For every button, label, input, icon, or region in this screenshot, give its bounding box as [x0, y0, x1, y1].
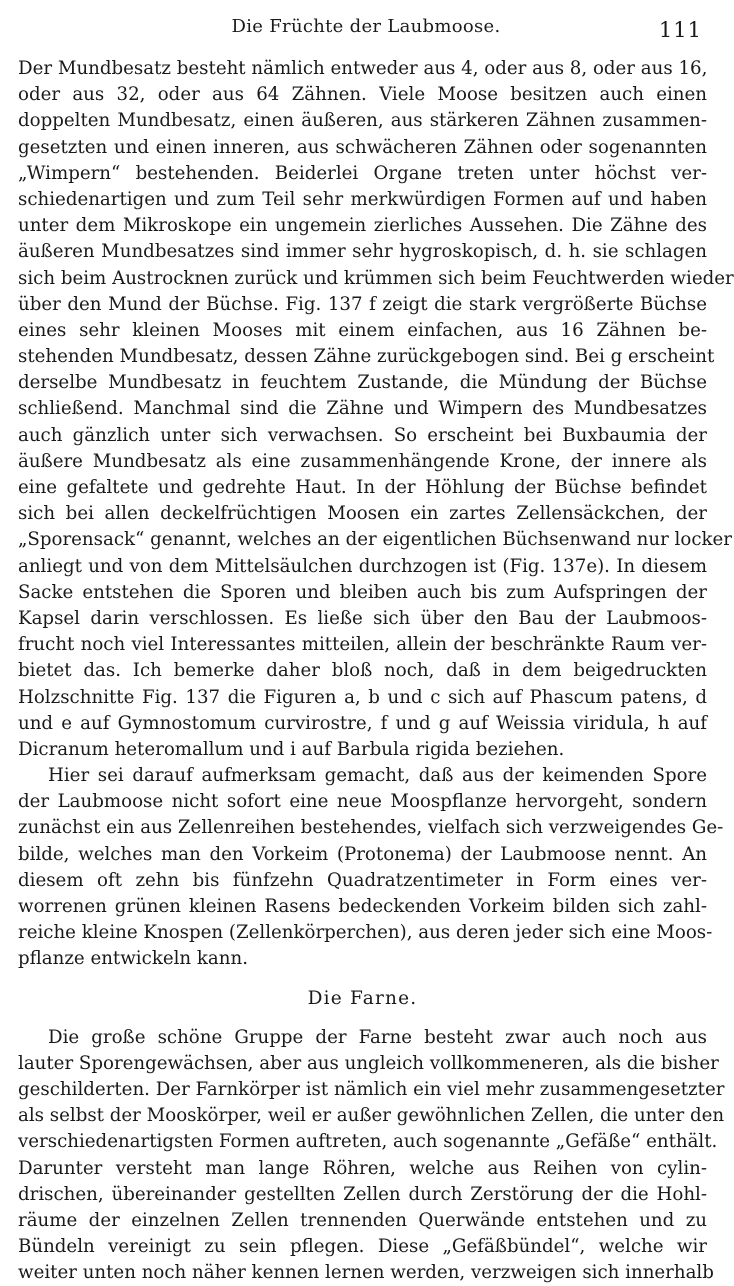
paragraph-1-line: eine gefaltete und gedrehte Haut. In der Höhlung der Büchse befindet	[18, 477, 707, 498]
paragraph-1-line: „Sporensack“ genannt, welches an der eigentlichen Büchsenwand nur locker	[18, 529, 732, 551]
paragraph-1-line: und e auf Gymnostomum curvirostre, f und g auf Weissia viridula, h auf	[18, 712, 707, 734]
paragraph-1-line: anliegt und von dem Mittelsäulchen durchzogen ist (Fig. 137e). In diesem	[18, 555, 707, 577]
running-head	[0, 14, 732, 42]
paragraph-1-line: auch gänzlich unter sich verwachsen. So erscheint bei Buxbaumia der	[18, 424, 707, 446]
paragraph-1-line: Dicranum heteromallum und i auf Barbula rigida beziehen.	[18, 738, 565, 760]
paragraph-1-line: sich beim Austrocknen zurück und krümmen sich beim Feuchtwerden wieder	[18, 267, 734, 289]
section-paragraph-line: Die große schöne Gruppe der Farne besteht zwar auch noch aus	[48, 1026, 707, 1048]
paragraph-1-line: stehenden Mundbesatz, dessen Zähne zurückgebogen sind. Bei g erscheint	[18, 346, 715, 368]
paragraph-1-line: äußere Mundbesatz als eine zusammenhängende Krone, der innere als	[18, 450, 707, 472]
paragraph-2-line: zunächst ein aus Zellenreihen bestehendes, vielfach sich verzweigendes Ge-	[18, 817, 724, 839]
paragraph-1-line: Holzschnitte Fig. 137 die Figuren a, b und c sich auf Phascum patens, d	[18, 686, 707, 708]
paragraph-1-line: Der Mundbesatz besteht nämlich entweder aus 4, oder aus 8, oder aus 16,	[18, 58, 708, 79]
running-title: Die Früchte der Laubmoose.	[231, 16, 501, 37]
paragraph-1-line: „Wimpern“ bestehenden. Beiderlei Organe treten unter höchst ver-	[18, 162, 707, 184]
section-paragraph-line: geschilderten. Der Farnkörper ist nämlich ein viel mehr zusammengesetzter	[18, 1078, 725, 1100]
section-heading: Die Farne.	[307, 987, 418, 1009]
paragraph-2-line: diesem oft zehn bis fünfzehn Quadratzentimeter in Form eines ver-	[18, 869, 707, 891]
body-text	[18, 56, 734, 1286]
paragraph-1-line: äußeren Mundbesatzes sind immer sehr hygroskopisch, d. h. sie schlagen	[18, 241, 707, 263]
section-paragraph-line: räume der einzelnen Zellen trennenden Querwände entstehen und zu	[18, 1209, 707, 1231]
page-number: 111	[658, 18, 702, 42]
paragraph-1-line: über den Mund der Büchse. Fig. 137 f zeigt die stark vergrößerte Büchse	[18, 293, 707, 315]
paragraph-1-line: schließend. Manchmal sind die Zähne und Wimpern des Mundbesatzes	[18, 398, 707, 420]
section-paragraph-line: lauter Sporengewächsen, aber aus ungleich vollkommeneren, als die bisher	[18, 1052, 719, 1074]
paragraph-1-line: eines sehr kleinen Mooses mit einem einfachen, aus 16 Zähnen be-	[18, 319, 707, 341]
paragraph-1-line: bietet das. Ich bemerke daher bloß noch, daß in dem beigedruckten	[18, 660, 707, 682]
paragraph-2-line: der Laubmoose nicht sofort eine neue Moospflanze hervorgeht, sondern	[18, 791, 707, 813]
paragraph-2-line: pflanze entwickeln kann.	[18, 948, 248, 970]
paragraph-2-line: Hier sei darauf aufmerksam gemacht, daß aus der keimenden Spore	[48, 765, 707, 787]
section-paragraph-line: weiter unten noch näher kennen lernen werden, verzweigen sich innerhalb	[18, 1262, 714, 1284]
section-paragraph-line: als selbst der Mooskörper, weil er außer gewöhnlichen Zellen, die unter den	[18, 1105, 725, 1127]
paragraph-1-line: derselbe Mundbesatz in feuchtem Zustande, die Mündung der Büchse	[18, 372, 707, 394]
paragraph-1-line: Kapsel darin verschlossen. Es ließe sich über den Bau der Laubmoos-	[18, 607, 707, 629]
section-paragraph-line: Bündeln vereinigt zu sein pflegen. Diese „Gefäßbündel“, welche wir	[18, 1236, 707, 1258]
section-paragraph-line: drischen, übereinander gestellten Zellen durch Zerstörung der die Hohl-	[18, 1183, 707, 1205]
paragraph-2-line: worrenen grünen kleinen Rasens bedeckenden Vorkeim bilden sich zahl-	[18, 896, 707, 917]
paragraph-1-line: sich bei allen deckelfrüchtigen Moosen ein zartes Zellensäckchen, der	[18, 503, 707, 525]
paragraph-1-line: frucht noch viel Interessantes mitteilen, allein der beschränkte Raum ver-	[18, 634, 707, 656]
section-paragraph-line: verschiedenartigsten Formen auftreten, auch sogenannte „Gefäße“ enthält.	[18, 1131, 718, 1153]
paragraph-1-line: gesetzten und einen inneren, aus schwächeren Zähnen oder sogenannten	[18, 136, 707, 158]
paragraph-2-line: reiche kleine Knospen (Zellenkörperchen), aus deren jeder sich eine Moos-	[18, 922, 713, 944]
paragraph-2-line: bilde, welches man den Vorkeim (Protonema) der Laubmoose nennt. An	[18, 843, 707, 865]
section-paragraph-line: Darunter versteht man lange Röhren, welche aus Reihen von cylin-	[18, 1157, 707, 1179]
paragraph-1-line: Sacke entstehen die Sporen und bleiben auch bis zum Aufspringen der	[18, 581, 707, 603]
paragraph-1-line: doppelten Mundbesatz, einen äußeren, aus stärkeren Zähnen zusammen-	[18, 110, 707, 132]
paragraph-1-line: schiedenartigen und zum Teil sehr merkwürdigen Formen auf und haben	[18, 188, 707, 210]
paragraph-1-line: oder aus 32, oder aus 64 Zähnen. Viele Moose besitzen auch einen	[18, 84, 707, 106]
paragraph-1-line: unter dem Mikroskope ein ungemein zierliches Aussehen. Die Zähne des	[18, 215, 707, 237]
